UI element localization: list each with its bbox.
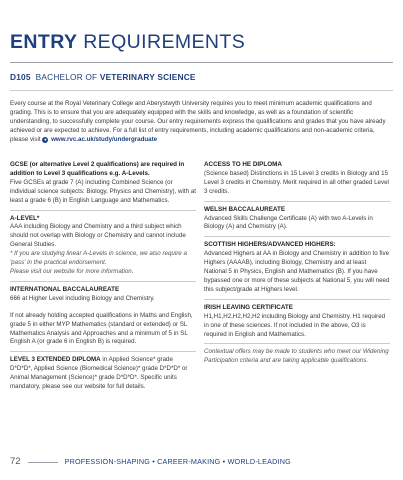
access-heading: ACCESS TO HE DIPLOMA bbox=[204, 161, 282, 168]
course-subtitle-light: BACHELOR OF bbox=[35, 72, 98, 82]
scottish-heading: SCOTTISH HIGHERS/ADVANCED HIGHERS: bbox=[204, 241, 336, 249]
course-code: D105 bbox=[10, 72, 31, 82]
alevel-body: AAA including Biology and Chemistry and a third subject which should not overlap with Biology or Chemistry and cannot include General Studies. bbox=[10, 223, 186, 249]
ib-heading: INTERNATIONAL BACCALAUREATE bbox=[10, 285, 120, 293]
scottish-body: Advanced Highers at AA in Biology and Chemistry in addition to five Highers (AAAAB), including Biology, Chemistry and at least National 5 in Physics, English and Mathematics (B). If you have bypassed one or more of these subjects at National 5, you will need this subject/grade at Highers level. bbox=[204, 250, 390, 293]
page-title bbox=[10, 32, 393, 52]
divider bbox=[10, 351, 196, 352]
contextual-offers: Contextual offers may be made to students who meet our Widening Participation criteria and are taking applicable qualifications. bbox=[204, 348, 389, 365]
subtitle-divider bbox=[10, 90, 393, 91]
title-light: REQUIREMENTS bbox=[83, 31, 246, 53]
extended-diploma bbox=[10, 356, 196, 392]
divider bbox=[204, 201, 390, 202]
right-column bbox=[204, 161, 390, 366]
alevel-heading: A-LEVEL* bbox=[10, 214, 40, 222]
divider bbox=[204, 343, 390, 344]
ib-body-2: If not already holding accepted qualifications in Maths and English, grade 5 in either MYP Mathematics (standard or extended) or SL Mathematics Analysis and Approaches and a minimum of 5 in SL English A (or grade 6 in English B) is required. bbox=[10, 311, 193, 346]
footer-tagline: PROFESSION-SHAPING • CAREER-MAKING • WORLD-LEADING bbox=[64, 457, 291, 466]
irish-heading: IRISH LEAVING CERTIFICATE bbox=[204, 303, 293, 311]
welsh-body: Advanced Skills Challenge Certificate (A) with two A-Levels in Biology (A) and Chemistry (A). bbox=[204, 214, 373, 231]
left-column bbox=[10, 161, 196, 392]
divider bbox=[10, 281, 196, 282]
course-name: VETERINARY SCIENCE bbox=[99, 72, 196, 82]
title-divider bbox=[10, 62, 393, 63]
spacer bbox=[10, 304, 196, 312]
intro-paragraph bbox=[10, 100, 393, 145]
divider bbox=[10, 210, 196, 211]
intro-text: Every course at the Royal Veterinary College and Aberystwyth University requires you to meet minimum academic qualifications and grading. This is to ensure that you are adequately equipped with the skills and knowledge, as well as a foundation of scientific understanding, to successfully complete your course. Our entry requirements express the qualifications and grades that you have already achieved or are expected to achieve. For a full list of entry requirements, including academic qualifications and non-academic criteria, please visit bbox=[10, 100, 386, 143]
divider bbox=[204, 299, 390, 300]
website-link[interactable]: www.rvc.ac.uk/study/undergraduate bbox=[51, 135, 158, 143]
ib-body-1: 666 at Higher Level including Biology and Chemistry. bbox=[10, 294, 155, 302]
welsh-heading: WELSH BACCALAUREATE bbox=[204, 205, 286, 213]
irish-body: H1,H1,H2,H2,H2,H2 including Biology and Chemistry. H1 required in one of these sciences. If not included in the above, O3 is required in English and Mathematics. bbox=[204, 312, 386, 338]
page-footer bbox=[10, 456, 393, 467]
course-subtitle bbox=[10, 72, 393, 82]
access-body: (Science based) Distinctions in 15 Level 3 credits in Biology and 15 Level 3 credits in Chemistry. Merit required in all other graded Level 3 credits. bbox=[204, 169, 389, 195]
alevel-note: * If you are studying linear A-Levels in science, we also require a 'pass' in the practical endorsement. bbox=[10, 250, 187, 267]
footer-rule bbox=[28, 462, 58, 463]
page-header bbox=[10, 10, 393, 145]
gcse-body: Five GCSEs at grade 7 (A) including Combined Science (or individual science subjects: Biology, Physics and Chemistry), with at least a grade 6 (B) in English Language and Mathematics. bbox=[10, 178, 196, 204]
extended-diploma-body: in Applied Science* grade D*D*D*, Applied Science (Biomedical Science)* grade D*D*D* or Animal Management (Science)* grade D*D*D*. Specific units mandatory, please see our website for full details. bbox=[10, 356, 188, 391]
title-bold: ENTRY bbox=[10, 31, 78, 53]
extended-diploma-heading: LEVEL 3 EXTENDED DIPLOMA bbox=[10, 356, 101, 364]
gcse-heading: GCSE (or alternative Level 2 qualifications) are required in addition to Level 3 qualifications e.g. A-Levels. bbox=[10, 161, 185, 177]
divider bbox=[204, 236, 390, 237]
alevel-note-website: Please visit our website for more information. bbox=[10, 267, 134, 275]
globe-icon: ● bbox=[43, 137, 47, 143]
page-number: 72 bbox=[10, 456, 21, 467]
